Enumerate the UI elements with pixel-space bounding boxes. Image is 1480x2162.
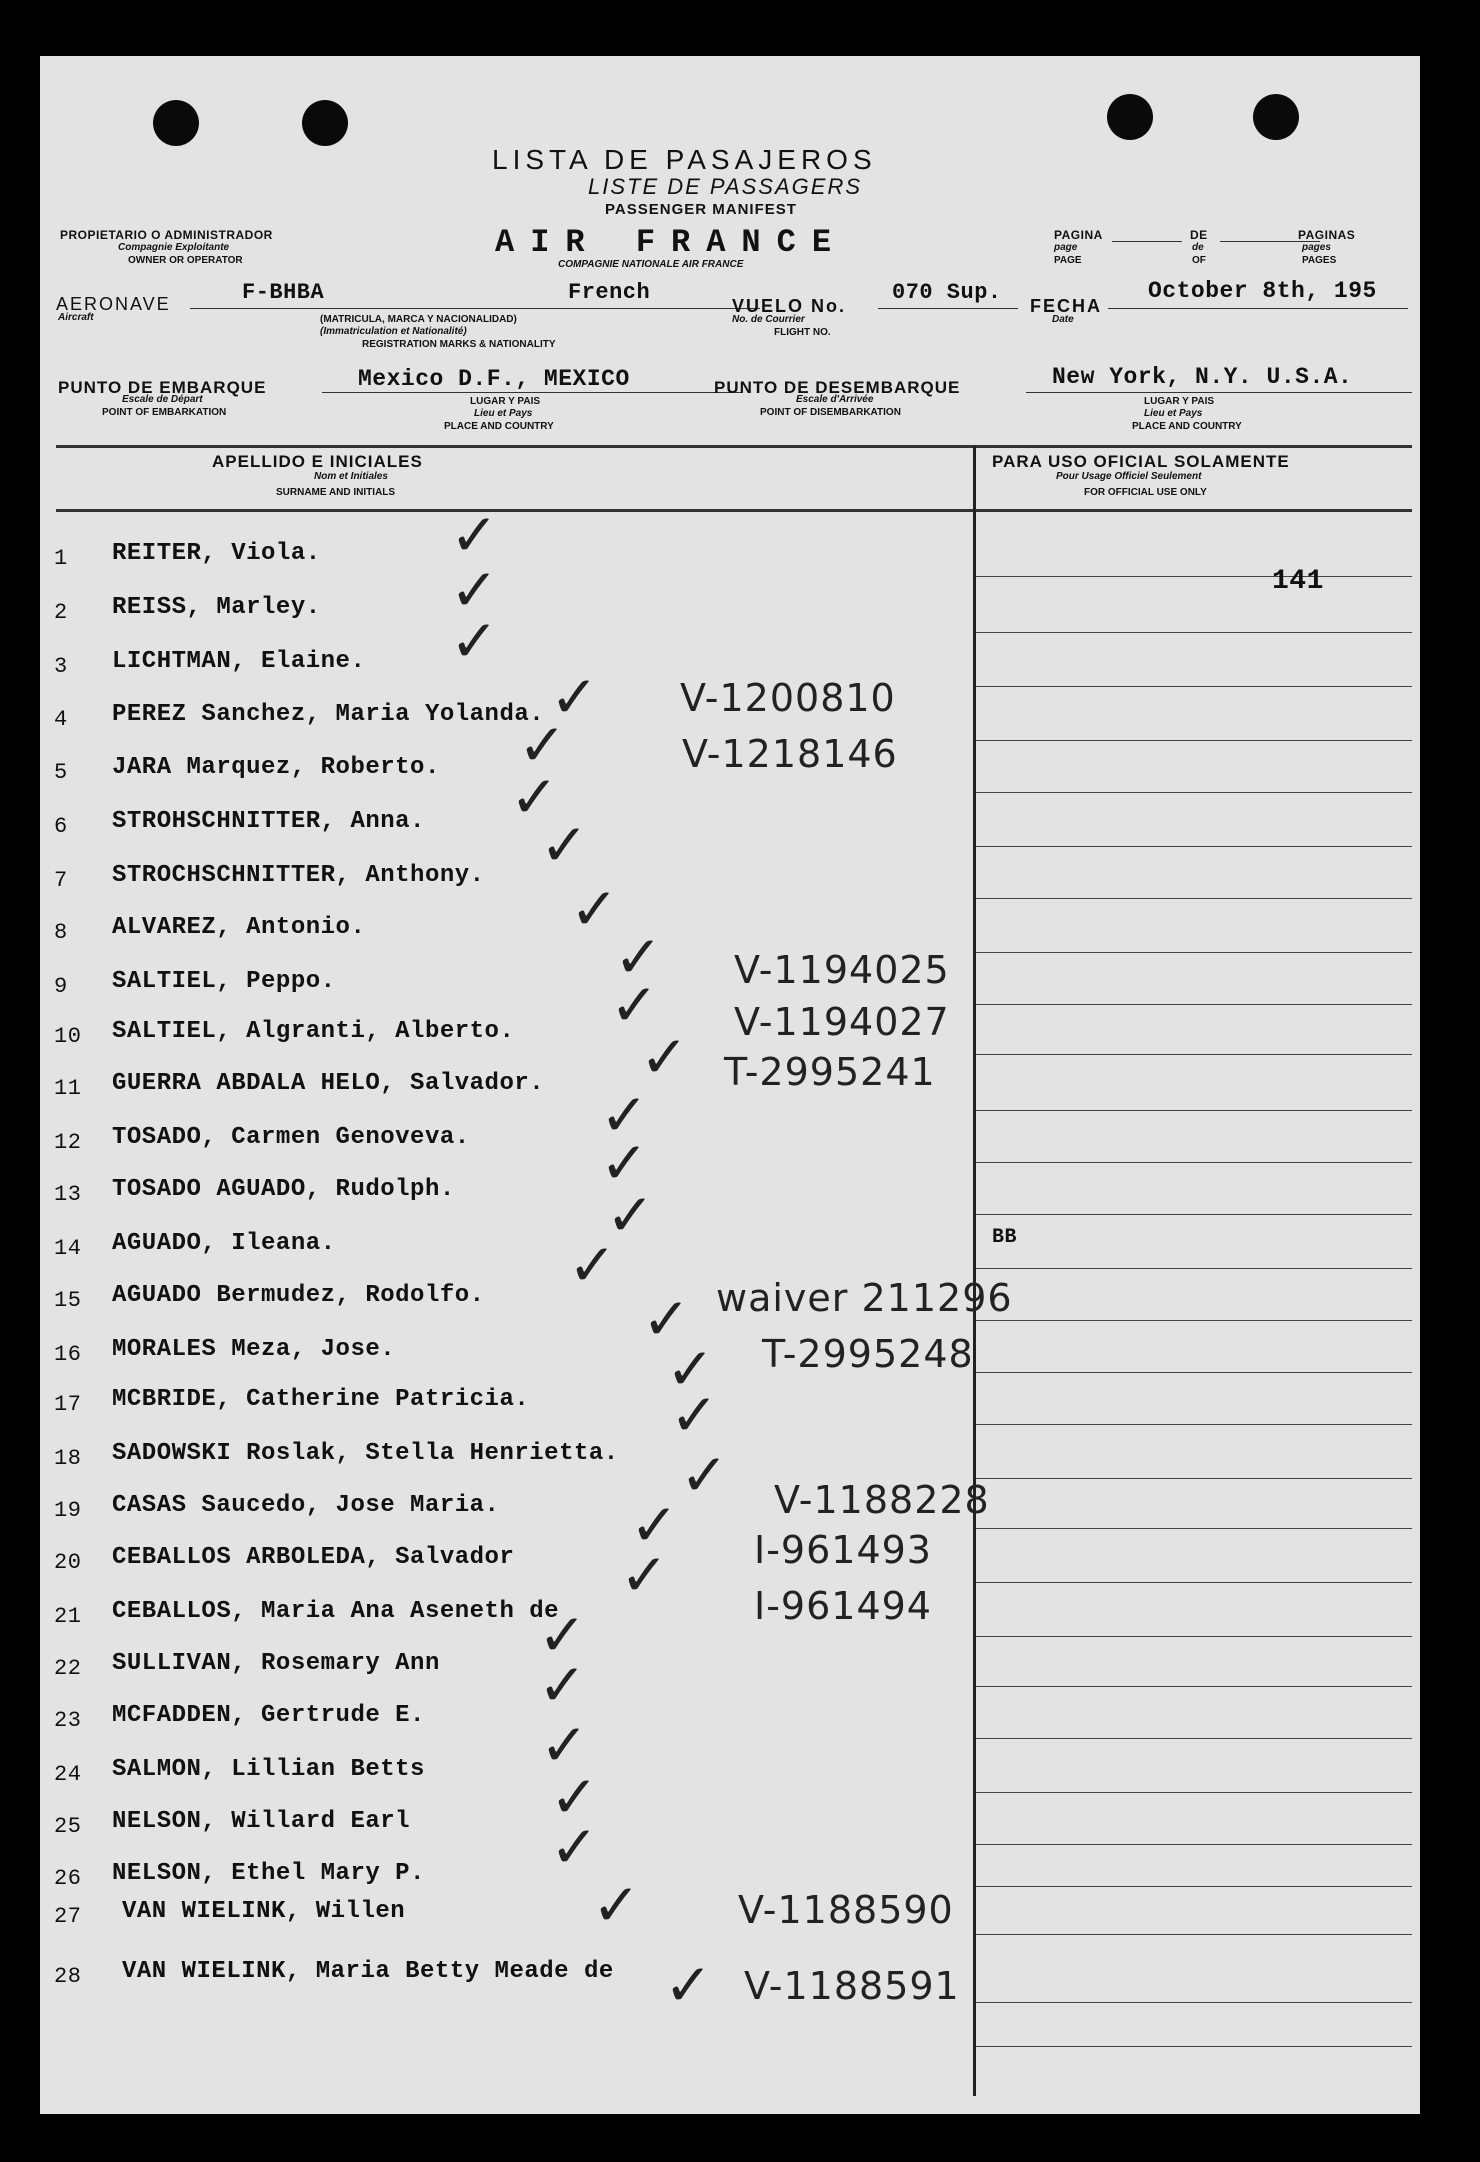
passenger-name: NELSON, Ethel Mary P. bbox=[112, 1860, 425, 1887]
row-number: 20 bbox=[54, 1550, 82, 1575]
official-row-rule bbox=[976, 952, 1412, 953]
check-mark-icon: ✓ bbox=[592, 1871, 641, 1939]
check-mark-icon: ✓ bbox=[538, 1651, 587, 1719]
row-number: 3 bbox=[54, 654, 68, 679]
official-row-rule bbox=[976, 2002, 1412, 2003]
row-number: 24 bbox=[54, 1762, 82, 1787]
check-mark-icon: ✓ bbox=[570, 875, 619, 943]
owner-label-es: PROPIETARIO O ADMINISTRADOR bbox=[60, 228, 273, 242]
check-mark-icon: ✓ bbox=[670, 1381, 719, 1449]
passenger-name: STROHSCHNITTER, Anna. bbox=[112, 808, 425, 835]
check-mark-icon: ✓ bbox=[614, 923, 663, 991]
handwritten-visa-note: T-2995248 bbox=[762, 1332, 974, 1376]
header-top-rule bbox=[56, 445, 1412, 448]
row-number: 28 bbox=[54, 1964, 82, 1989]
embark-label-es: PUNTO DE EMBARQUE bbox=[58, 378, 267, 397]
check-mark-icon: ✓ bbox=[610, 971, 659, 1039]
passenger-name: GUERRA ABDALA HELO, Salvador. bbox=[112, 1070, 545, 1097]
date-label-es: FECHA bbox=[1030, 296, 1102, 316]
pages-label-es: PAGINAS bbox=[1298, 228, 1356, 242]
row-number: 17 bbox=[54, 1392, 82, 1417]
row-number: 19 bbox=[54, 1498, 82, 1523]
disembark-place-label-en: PLACE AND COUNTRY bbox=[1132, 421, 1242, 432]
title-es: LISTA DE PASAJEROS bbox=[492, 144, 877, 175]
row-number: 26 bbox=[54, 1866, 82, 1891]
handwritten-visa-note: I-961493 bbox=[754, 1528, 932, 1572]
passenger-name: TOSADO AGUADO, Rudolph. bbox=[112, 1176, 455, 1203]
official-column-es: PARA USO OFICIAL SOLAMENTE bbox=[992, 452, 1290, 471]
check-mark-icon: ✓ bbox=[510, 763, 559, 831]
official-row-rule bbox=[976, 1162, 1412, 1163]
embark-value: Mexico D.F., MEXICO bbox=[358, 366, 630, 392]
disembark-label-fr: Escale d'Arrivée bbox=[796, 394, 874, 405]
check-mark-icon: ✓ bbox=[450, 607, 499, 675]
check-mark-icon: ✓ bbox=[568, 1231, 617, 1299]
official-row-rule bbox=[976, 740, 1412, 741]
punch-hole bbox=[302, 100, 348, 146]
check-mark-icon: ✓ bbox=[540, 1711, 589, 1779]
row-number: 4 bbox=[54, 707, 68, 732]
page-underline bbox=[1112, 241, 1182, 242]
row-number: 13 bbox=[54, 1182, 82, 1207]
passenger-name: VAN WIELINK, Maria Betty Meade de bbox=[122, 1958, 614, 1985]
passenger-name: CEBALLOS ARBOLEDA, Salvador bbox=[112, 1544, 515, 1571]
row-number: 6 bbox=[54, 814, 68, 839]
handwritten-visa-note: waiver 211296 bbox=[716, 1276, 1013, 1320]
owner-label-fr: Compagnie Exploitante bbox=[118, 242, 230, 253]
embark-label-en: POINT OF EMBARKATION bbox=[102, 407, 227, 418]
official-row-rule bbox=[976, 1478, 1412, 1479]
row-number: 2 bbox=[54, 600, 68, 625]
official-row-rule bbox=[976, 1320, 1412, 1321]
row-number: 25 bbox=[54, 1814, 82, 1839]
flight-label-es: VUELO No. bbox=[732, 296, 847, 316]
names-column-es: APELLIDO E INICIALES bbox=[212, 452, 423, 471]
check-mark-icon: ✓ bbox=[666, 1335, 715, 1403]
passenger-name: TOSADO, Carmen Genoveva. bbox=[112, 1124, 470, 1151]
passenger-name: LICHTMAN, Elaine. bbox=[112, 648, 366, 675]
row-number: 7 bbox=[54, 868, 68, 893]
check-mark-icon: ✓ bbox=[540, 811, 589, 879]
pages-label-fr: pages bbox=[1302, 242, 1331, 253]
pages-label-en: PAGES bbox=[1302, 255, 1337, 266]
disembark-label-es: PUNTO DE DESEMBARQUE bbox=[714, 378, 961, 397]
nationality-value: French bbox=[568, 280, 651, 305]
punch-hole bbox=[1253, 94, 1299, 140]
row-number: 12 bbox=[54, 1130, 82, 1155]
official-row-rule bbox=[976, 1686, 1412, 1687]
owner-label-en: OWNER OR OPERATOR bbox=[128, 255, 243, 266]
official-row-rule bbox=[976, 1792, 1412, 1793]
manifest-page bbox=[40, 56, 1420, 2114]
check-mark-icon: ✓ bbox=[642, 1285, 691, 1353]
official-row-rule bbox=[976, 898, 1412, 899]
registration-label-es: (MATRICULA, MARCA Y NACIONALIDAD) bbox=[320, 314, 517, 325]
official-row-rule bbox=[976, 1844, 1412, 1845]
official-row-rule bbox=[976, 792, 1412, 793]
names-column-en: SURNAME AND INITIALS bbox=[276, 487, 396, 498]
disembark-underline bbox=[1026, 392, 1412, 393]
handwritten-visa-note: V-1188228 bbox=[774, 1478, 990, 1522]
official-row-rule bbox=[976, 1636, 1412, 1637]
embark-place-label-en: PLACE AND COUNTRY bbox=[444, 421, 554, 432]
check-mark-icon: ✓ bbox=[538, 1601, 587, 1669]
official-row-rule bbox=[976, 1110, 1412, 1111]
passenger-name: JARA Marquez, Roberto. bbox=[112, 754, 440, 781]
official-column-fr: Pour Usage Officiel Seulement bbox=[1056, 471, 1202, 482]
check-mark-icon: ✓ bbox=[450, 556, 499, 624]
official-row-rule bbox=[976, 632, 1412, 633]
row-number: 27 bbox=[54, 1904, 82, 1929]
aircraft-value: F-BHBA bbox=[242, 280, 325, 305]
date-label-fr: Date bbox=[1052, 314, 1074, 325]
passenger-name: SALTIEL, Peppo. bbox=[112, 968, 336, 995]
check-mark-icon: ✓ bbox=[600, 1129, 649, 1197]
row-number: 10 bbox=[54, 1024, 82, 1049]
official-row-rule bbox=[976, 1528, 1412, 1529]
row-number: 23 bbox=[54, 1708, 82, 1733]
passenger-name: REITER, Viola. bbox=[112, 540, 321, 567]
check-mark-icon: ✓ bbox=[640, 1023, 689, 1091]
row-number: 18 bbox=[54, 1446, 82, 1471]
disembark-label-en: POINT OF DISEMBARKATION bbox=[760, 407, 901, 418]
handwritten-visa-note: V-1194027 bbox=[734, 1000, 950, 1044]
passenger-name: NELSON, Willard Earl bbox=[112, 1808, 411, 1835]
embark-label-fr: Escale de Départ bbox=[122, 394, 203, 405]
official-row-rule bbox=[976, 1582, 1412, 1583]
official-row-rule bbox=[976, 846, 1412, 847]
official-row-rule bbox=[976, 1004, 1412, 1005]
aircraft-label-es: AERONAVE bbox=[56, 294, 171, 314]
row-number: 8 bbox=[54, 920, 68, 945]
official-row-rule bbox=[976, 1268, 1412, 1269]
handwritten-visa-note: V-1200810 bbox=[680, 676, 896, 720]
check-mark-icon: ✓ bbox=[664, 1951, 713, 2019]
row-number: 9 bbox=[54, 974, 68, 999]
disembark-place-label-fr: Lieu et Pays bbox=[1144, 408, 1203, 419]
official-row-rule bbox=[976, 1372, 1412, 1373]
check-mark-icon: ✓ bbox=[600, 1081, 649, 1149]
check-mark-icon: ✓ bbox=[680, 1441, 729, 1509]
airline-name: AIR FRANCE bbox=[495, 224, 848, 261]
passenger-name: AGUADO Bermudez, Rodolfo. bbox=[112, 1282, 485, 1309]
date-underline bbox=[1108, 308, 1408, 309]
passenger-name: AGUADO, Ileana. bbox=[112, 1230, 336, 1257]
passenger-name: MCFADDEN, Gertrude E. bbox=[112, 1702, 425, 1729]
of-label-es: DE bbox=[1190, 228, 1208, 242]
handwritten-visa-note: I-961494 bbox=[754, 1584, 932, 1628]
passenger-name: ALVAREZ, Antonio. bbox=[112, 914, 366, 941]
page-label-es: PAGINA bbox=[1054, 228, 1103, 242]
of-label-fr: de bbox=[1192, 242, 1204, 253]
row-number: 1 bbox=[54, 546, 68, 571]
check-mark-icon: ✓ bbox=[450, 501, 499, 569]
punch-hole bbox=[153, 100, 199, 146]
passenger-name: STROCHSCHNITTER, Anthony. bbox=[112, 862, 485, 889]
aircraft-underline bbox=[190, 308, 760, 309]
flight-label-fr: No. de Courrier bbox=[732, 314, 805, 325]
row-number: 21 bbox=[54, 1604, 82, 1629]
official-column-en: FOR OFFICIAL USE ONLY bbox=[1084, 487, 1207, 498]
check-mark-icon: ✓ bbox=[630, 1491, 679, 1559]
official-use-entry: 141 bbox=[1272, 566, 1324, 597]
check-mark-icon: ✓ bbox=[550, 1763, 599, 1831]
official-row-rule bbox=[976, 576, 1412, 577]
passenger-name: VAN WIELINK, Willen bbox=[122, 1898, 406, 1925]
passenger-name: CASAS Saucedo, Jose Maria. bbox=[112, 1492, 500, 1519]
official-row-rule bbox=[976, 2046, 1412, 2047]
passenger-name: CEBALLOS, Maria Ana Aseneth de bbox=[112, 1598, 560, 1625]
title-fr: LISTE DE PASSAGERS bbox=[588, 174, 863, 199]
title-en: PASSENGER MANIFEST bbox=[605, 201, 797, 218]
official-row-rule bbox=[976, 1886, 1412, 1887]
registration-label-en: REGISTRATION MARKS & NATIONALITY bbox=[362, 339, 556, 350]
disembark-value: New York, N.Y. U.S.A. bbox=[1052, 364, 1353, 390]
handwritten-visa-note: V-1188591 bbox=[744, 1964, 960, 2008]
flight-underline bbox=[878, 308, 1018, 309]
flight-value: 070 Sup. bbox=[892, 280, 1002, 305]
check-mark-icon: ✓ bbox=[620, 1541, 669, 1609]
aircraft-label-fr: Aircraft bbox=[58, 312, 94, 323]
passenger-name: MCBRIDE, Catherine Patricia. bbox=[112, 1386, 530, 1413]
airline-subtitle: COMPAGNIE NATIONALE AIR FRANCE bbox=[558, 259, 744, 270]
handwritten-visa-note: V-1194025 bbox=[734, 948, 950, 992]
passenger-name: SALTIEL, Algranti, Alberto. bbox=[112, 1018, 515, 1045]
row-number: 16 bbox=[54, 1342, 82, 1367]
check-mark-icon: ✓ bbox=[606, 1181, 655, 1249]
passenger-name: SADOWSKI Roslak, Stella Henrietta. bbox=[112, 1440, 619, 1467]
check-mark-icon: ✓ bbox=[550, 663, 599, 731]
handwritten-visa-note: T-2995241 bbox=[724, 1050, 936, 1094]
official-use-entry: BB bbox=[992, 1226, 1018, 1249]
official-row-rule bbox=[976, 1934, 1412, 1935]
row-number: 22 bbox=[54, 1656, 82, 1681]
check-mark-icon: ✓ bbox=[518, 711, 567, 779]
column-divider bbox=[973, 446, 976, 2096]
disembark-place-label-es: LUGAR Y PAIS bbox=[1144, 396, 1215, 407]
passenger-name: SALMON, Lillian Betts bbox=[112, 1756, 425, 1783]
punch-hole bbox=[1107, 94, 1153, 140]
passenger-name: MORALES Meza, Jose. bbox=[112, 1336, 396, 1363]
row-number: 11 bbox=[54, 1076, 82, 1101]
registration-label-fr: (Immatriculation et Nationalité) bbox=[320, 326, 467, 337]
flight-label-en: FLIGHT NO. bbox=[774, 327, 831, 338]
date-value: October 8th, 195 bbox=[1148, 278, 1377, 304]
row-number: 15 bbox=[54, 1288, 82, 1313]
header-bottom-rule bbox=[56, 509, 1412, 512]
embark-underline bbox=[322, 392, 742, 393]
official-row-rule bbox=[976, 686, 1412, 687]
passenger-name: PEREZ Sanchez, Maria Yolanda. bbox=[112, 701, 545, 728]
handwritten-visa-note: V-1188590 bbox=[738, 1888, 954, 1932]
row-number: 5 bbox=[54, 760, 68, 785]
page-label-en: PAGE bbox=[1054, 255, 1082, 266]
of-label-en: OF bbox=[1192, 255, 1206, 266]
passenger-name: REISS, Marley. bbox=[112, 594, 321, 621]
row-number: 14 bbox=[54, 1236, 82, 1261]
official-row-rule bbox=[976, 1738, 1412, 1739]
page-label-fr: page bbox=[1054, 242, 1078, 253]
handwritten-visa-note: V-1218146 bbox=[682, 732, 898, 776]
passenger-name: SULLIVAN, Rosemary Ann bbox=[112, 1650, 440, 1677]
embark-place-label-es: LUGAR Y PAIS bbox=[470, 396, 541, 407]
official-row-rule bbox=[976, 1214, 1412, 1215]
embark-place-label-fr: Lieu et Pays bbox=[474, 408, 533, 419]
official-row-rule bbox=[976, 1054, 1412, 1055]
official-row-rule bbox=[976, 1424, 1412, 1425]
check-mark-icon: ✓ bbox=[550, 1813, 599, 1881]
names-column-fr: Nom et Initiales bbox=[314, 471, 388, 482]
